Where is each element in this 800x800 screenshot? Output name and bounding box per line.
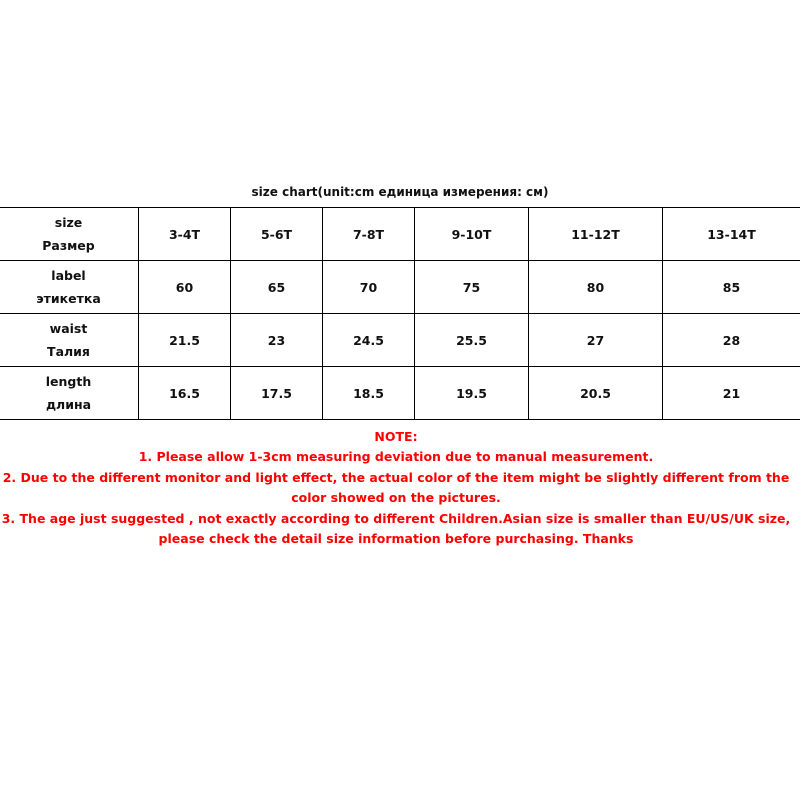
table-cell: 21.5 [139, 314, 231, 367]
table-cell: 13-14T [663, 208, 800, 261]
table-cell: 80 [529, 261, 663, 314]
table-cell: 17.5 [231, 367, 323, 420]
table-cell: 75 [415, 261, 529, 314]
table-cell: 23 [231, 314, 323, 367]
table-cell: 85 [663, 261, 800, 314]
table-cell: 25.5 [415, 314, 529, 367]
row-label-length [0, 367, 139, 420]
table-cell: 16.5 [139, 367, 231, 420]
row-label-en: size [54, 215, 83, 230]
row-label-ru: этикетка [36, 291, 101, 306]
row-label-size [0, 208, 139, 261]
row-label-label [0, 261, 139, 314]
chart-title: size chart(unit:cm единица измерения: см) [251, 185, 549, 199]
note-item-3: 3. The age just suggested , not exactly according to different Children.Asian size is smaller than EU/US/UK size, please check the detail size information before purchasing. Thanks [1, 511, 791, 546]
table-cell: 18.5 [323, 367, 415, 420]
table-cell: 9-10T [415, 208, 529, 261]
size-table [0, 207, 800, 420]
table-row-length [0, 367, 800, 420]
table-row-size [0, 208, 800, 261]
table-cell: 65 [231, 261, 323, 314]
note-item-2: 2. Due to the different monitor and light effect, the actual color of the item might be slightly different from the color showed on the pictures. [2, 470, 790, 505]
table-cell: 27 [529, 314, 663, 367]
table-cell: 28 [663, 314, 800, 367]
row-label-ru: длина [45, 397, 92, 412]
table-row-label [0, 261, 800, 314]
table-cell: 24.5 [323, 314, 415, 367]
row-label-en: label [51, 268, 86, 283]
table-cell: 60 [139, 261, 231, 314]
notes-section [0, 427, 800, 548]
note-item-1: 1. Please allow 1-3cm measuring deviation due to manual measurement. [138, 448, 654, 464]
row-label-en: length [45, 374, 92, 389]
table-cell: 11-12T [529, 208, 663, 261]
table-cell: 21 [663, 367, 800, 420]
row-label-waist [0, 314, 139, 367]
table-cell: 3-4T [139, 208, 231, 261]
table-row-waist [0, 314, 800, 367]
table-cell: 20.5 [529, 367, 663, 420]
table-cell: 7-8T [323, 208, 415, 261]
table-cell: 70 [323, 261, 415, 314]
table-cell: 5-6T [231, 208, 323, 261]
row-label-ru: Размер [42, 238, 95, 253]
table-cell: 19.5 [415, 367, 529, 420]
note-heading: NOTE: [374, 429, 418, 444]
row-label-en: waist [49, 321, 88, 336]
row-label-ru: Талия [47, 344, 90, 359]
